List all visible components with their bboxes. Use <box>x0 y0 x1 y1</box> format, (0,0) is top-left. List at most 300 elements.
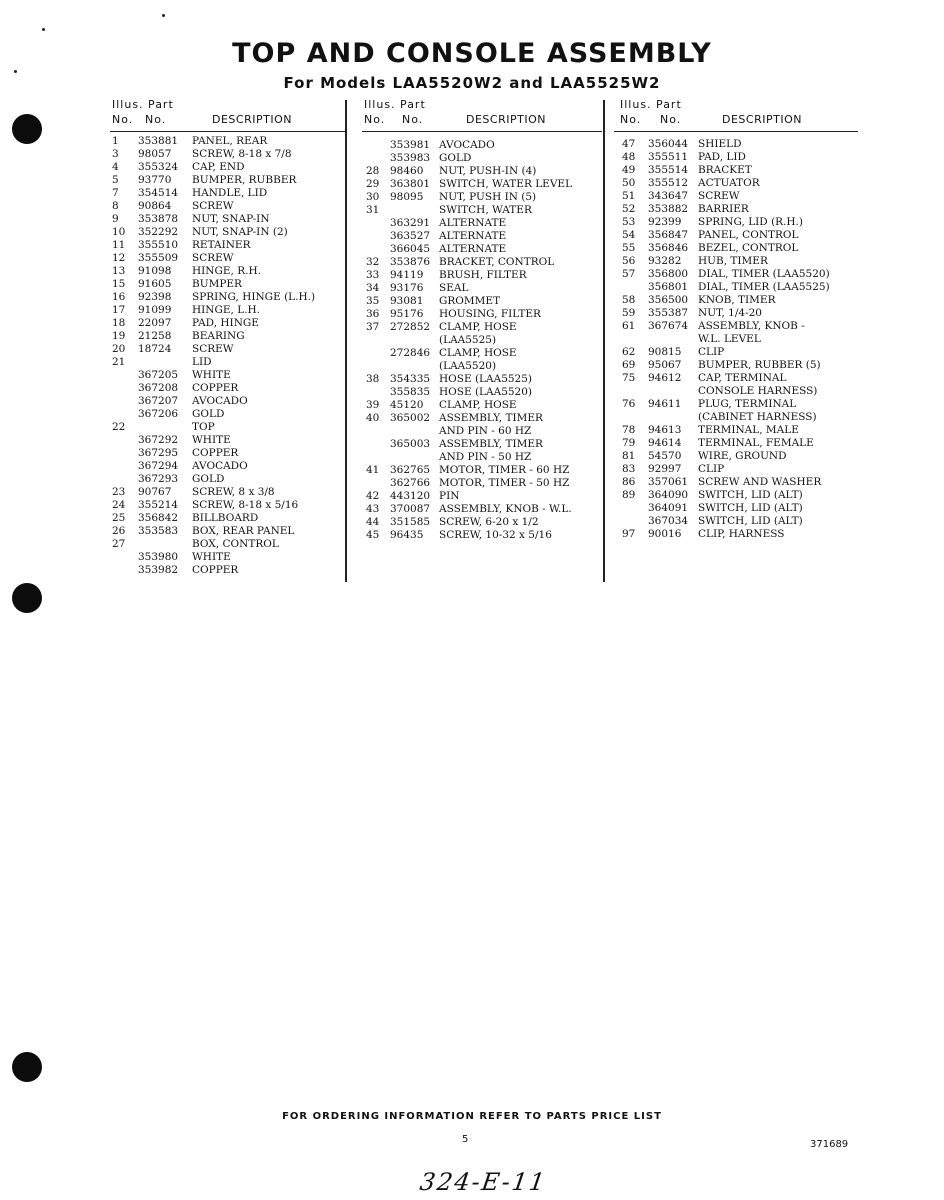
description: NUT, SNAP-IN (2) <box>192 226 288 238</box>
description: GOLD <box>192 473 225 485</box>
illus-number: 81 <box>622 450 636 462</box>
illus-number: 62 <box>622 346 636 358</box>
description: CLAMP, HOSE <box>439 347 517 359</box>
illus-number: 28 <box>366 165 380 177</box>
part-number: 365002 <box>390 412 431 424</box>
description: SHIELD <box>698 138 742 150</box>
description: AVOCADO <box>439 139 495 151</box>
description: BRACKET <box>698 164 752 176</box>
description: ASSEMBLY, KNOB - W.L. <box>439 503 572 515</box>
part-number: 353980 <box>138 551 179 563</box>
illus-number: 37 <box>366 321 380 333</box>
illus-number: 50 <box>622 177 636 189</box>
part-number: 356842 <box>138 512 179 524</box>
table-row <box>112 278 342 291</box>
speck <box>162 14 165 17</box>
part-number: 93282 <box>648 255 682 267</box>
part-no-label: No. <box>402 113 424 126</box>
table-row <box>112 174 342 187</box>
illus-no-label: No. <box>112 113 134 126</box>
table-row <box>364 360 599 373</box>
description: PAD, HINGE <box>192 317 259 329</box>
table-row <box>364 503 599 516</box>
table-row <box>364 308 599 321</box>
table-row <box>112 473 342 486</box>
table-row <box>112 434 342 447</box>
description: BRUSH, FILTER <box>439 269 527 281</box>
part-number: 355510 <box>138 239 179 251</box>
part-number: 90864 <box>138 200 172 212</box>
part-number: 356500 <box>648 294 689 306</box>
description: CLAMP, HOSE <box>439 321 517 333</box>
table-row <box>620 320 855 333</box>
description: GROMMET <box>439 295 501 307</box>
table-row <box>364 321 599 334</box>
description: AVOCADO <box>192 395 248 407</box>
description: (CABINET HARNESS) <box>698 411 817 423</box>
table-row <box>364 269 599 282</box>
part-number: 92398 <box>138 291 172 303</box>
illus-number: 76 <box>622 398 636 410</box>
table-row <box>364 282 599 295</box>
illus-number: 54 <box>622 229 636 241</box>
illus-part-label: Illus. Part <box>112 98 174 111</box>
description: BILLBOARD <box>192 512 259 524</box>
table-row <box>620 216 855 229</box>
part-no-label: No. <box>145 113 167 126</box>
illus-number: 20 <box>112 343 126 355</box>
description: DIAL, TIMER (LAA5520) <box>698 268 830 280</box>
table-row <box>620 177 855 190</box>
illus-number: 89 <box>622 489 636 501</box>
illus-number: 32 <box>366 256 380 268</box>
part-number: 353583 <box>138 525 179 537</box>
illus-number: 78 <box>622 424 636 436</box>
part-number: 355387 <box>648 307 689 319</box>
part-number: 272846 <box>390 347 431 359</box>
part-number: 355214 <box>138 499 179 511</box>
table-row <box>112 460 342 473</box>
description: LID <box>192 356 212 368</box>
table-row <box>620 164 855 177</box>
description: SCREW, 8 x 3/8 <box>192 486 275 498</box>
table-row <box>620 333 855 346</box>
illus-number: 5 <box>112 174 119 186</box>
part-number: 355514 <box>648 164 689 176</box>
illus-number: 57 <box>622 268 636 280</box>
illus-number: 42 <box>366 490 380 502</box>
description: SCREW, 8-18 x 5/16 <box>192 499 299 511</box>
table-row <box>364 191 599 204</box>
illus-number: 19 <box>112 330 126 342</box>
column-divider-1 <box>345 100 347 582</box>
description: HINGE, L.H. <box>192 304 261 316</box>
illus-number: 48 <box>622 151 636 163</box>
ordering-note: FOR ORDERING INFORMATION REFER TO PARTS PRICE LIST <box>282 1111 662 1122</box>
part-number: 91099 <box>138 304 172 316</box>
description: CAP, TERMINAL <box>698 372 787 384</box>
part-number: 357061 <box>648 476 689 488</box>
description: BOX, REAR PANEL <box>192 525 295 537</box>
part-number: 352292 <box>138 226 179 238</box>
table-row <box>620 476 855 489</box>
description: KNOB, TIMER <box>698 294 776 306</box>
part-number: 96435 <box>390 529 424 541</box>
description: MOTOR, TIMER - 60 HZ <box>439 464 570 476</box>
description-label: DESCRIPTION <box>722 113 802 126</box>
part-number: 367206 <box>138 408 179 420</box>
parts-column-2 <box>364 139 599 542</box>
part-number: 363801 <box>390 178 431 190</box>
part-number: 343647 <box>648 190 689 202</box>
illus-number: 97 <box>622 528 636 540</box>
part-number: 91098 <box>138 265 172 277</box>
part-number: 94614 <box>648 437 682 449</box>
illus-number: 35 <box>366 295 380 307</box>
description: SPRING, HINGE (L.H.) <box>192 291 316 303</box>
illus-number: 34 <box>366 282 380 294</box>
part-number: 353881 <box>138 135 179 147</box>
part-number: 95067 <box>648 359 682 371</box>
table-row <box>112 291 342 304</box>
description: BEARING <box>192 330 245 342</box>
description: BUMPER, RUBBER <box>192 174 297 186</box>
illus-number: 18 <box>112 317 126 329</box>
description: HOSE (LAA5520) <box>439 386 533 398</box>
table-row <box>112 408 342 421</box>
illus-number: 36 <box>366 308 380 320</box>
illus-number: 21 <box>112 356 126 368</box>
description: BEZEL, CONTROL <box>698 242 799 254</box>
illus-no-label: No. <box>364 113 386 126</box>
part-number: 92997 <box>648 463 682 475</box>
table-row <box>364 516 599 529</box>
table-row <box>364 217 599 230</box>
description: W.L. LEVEL <box>698 333 761 345</box>
table-row <box>620 307 855 320</box>
description: BARRIER <box>698 203 749 215</box>
illus-number: 59 <box>622 307 636 319</box>
illus-number: 61 <box>622 320 636 332</box>
description: SWITCH, LID (ALT) <box>698 502 803 514</box>
description: MOTOR, TIMER - 50 HZ <box>439 477 570 489</box>
part-number: 362765 <box>390 464 431 476</box>
table-row <box>364 477 599 490</box>
description: WHITE <box>192 369 231 381</box>
description: SWITCH, WATER LEVEL <box>439 178 573 190</box>
description: NUT, 1/4-20 <box>698 307 762 319</box>
illus-number: 58 <box>622 294 636 306</box>
table-row <box>112 252 342 265</box>
table-row <box>620 138 855 151</box>
table-row <box>112 356 342 369</box>
part-number: 363527 <box>390 230 431 242</box>
description: TERMINAL, MALE <box>698 424 799 436</box>
illus-number: 40 <box>366 412 380 424</box>
table-row <box>620 151 855 164</box>
part-number: 98057 <box>138 148 172 160</box>
part-number: 356044 <box>648 138 689 150</box>
description-label: DESCRIPTION <box>466 113 546 126</box>
illus-number: 26 <box>112 525 126 537</box>
illus-number: 83 <box>622 463 636 475</box>
part-number: 22097 <box>138 317 172 329</box>
illus-number: 3 <box>112 148 119 160</box>
description: AND PIN - 50 HZ <box>439 451 532 463</box>
table-row <box>620 502 855 515</box>
table-row <box>364 464 599 477</box>
part-number: 90767 <box>138 486 172 498</box>
illus-number: 10 <box>112 226 126 238</box>
description: WIRE, GROUND <box>698 450 787 462</box>
illus-no-label: No. <box>620 113 642 126</box>
description: HINGE, R.H. <box>192 265 261 277</box>
header-rule-2 <box>362 131 602 132</box>
table-row <box>112 512 342 525</box>
illus-number: 86 <box>622 476 636 488</box>
table-row <box>620 463 855 476</box>
table-row <box>112 161 342 174</box>
table-row <box>364 386 599 399</box>
table-row <box>364 490 599 503</box>
illus-number: 45 <box>366 529 380 541</box>
table-row <box>620 437 855 450</box>
table-row <box>620 255 855 268</box>
part-number: 93081 <box>390 295 424 307</box>
description: TERMINAL, FEMALE <box>698 437 814 449</box>
illus-number: 49 <box>622 164 636 176</box>
part-number: 98460 <box>390 165 424 177</box>
part-number: 364091 <box>648 502 689 514</box>
part-number: 356800 <box>648 268 689 280</box>
part-number: 355835 <box>390 386 431 398</box>
part-number: 94119 <box>390 269 424 281</box>
illus-number: 11 <box>112 239 126 251</box>
illus-number: 30 <box>366 191 380 203</box>
binder-hole-middle <box>12 583 42 613</box>
table-row <box>620 385 855 398</box>
description: ALTERNATE <box>439 243 507 255</box>
part-number: 367294 <box>138 460 179 472</box>
illus-number: 41 <box>366 464 380 476</box>
part-number: 367295 <box>138 447 179 459</box>
table-row <box>112 330 342 343</box>
part-number: 356846 <box>648 242 689 254</box>
description: NUT, SNAP-IN <box>192 213 270 225</box>
table-row <box>112 239 342 252</box>
table-row <box>112 187 342 200</box>
description: ACTUATOR <box>698 177 760 189</box>
illus-number: 56 <box>622 255 636 267</box>
part-number: 443120 <box>390 490 431 502</box>
illus-number: 31 <box>366 204 380 216</box>
illus-number: 17 <box>112 304 126 316</box>
table-row <box>364 178 599 191</box>
part-number: 366045 <box>390 243 431 255</box>
table-row <box>112 304 342 317</box>
description: ASSEMBLY, TIMER <box>439 412 543 424</box>
part-number: 367293 <box>138 473 179 485</box>
description: RETAINER <box>192 239 251 251</box>
table-row <box>620 424 855 437</box>
table-row <box>620 489 855 502</box>
table-row <box>112 382 342 395</box>
part-number: 354335 <box>390 373 431 385</box>
part-number: 91605 <box>138 278 172 290</box>
description: HUB, TIMER <box>698 255 768 267</box>
table-row <box>364 334 599 347</box>
speck <box>14 70 17 73</box>
table-row <box>112 551 342 564</box>
part-number: 356847 <box>648 229 689 241</box>
part-number: 370087 <box>390 503 431 515</box>
description: CONSOLE HARNESS) <box>698 385 818 397</box>
table-row <box>364 412 599 425</box>
table-row <box>112 200 342 213</box>
illus-part-label: Illus. Part <box>364 98 426 111</box>
part-number: 355509 <box>138 252 179 264</box>
illus-number: 8 <box>112 200 119 212</box>
part-number: 353876 <box>390 256 431 268</box>
description: CLAMP, HOSE <box>439 399 517 411</box>
description-label: DESCRIPTION <box>212 113 292 126</box>
binder-hole-top <box>12 114 42 144</box>
description: BUMPER <box>192 278 242 290</box>
description: SWITCH, LID (ALT) <box>698 515 803 527</box>
table-row <box>112 343 342 356</box>
part-number: 94611 <box>648 398 682 410</box>
illus-number: 75 <box>622 372 636 384</box>
part-number: 95176 <box>390 308 424 320</box>
table-row <box>364 399 599 412</box>
table-row <box>620 190 855 203</box>
table-row <box>620 242 855 255</box>
illus-number: 12 <box>112 252 126 264</box>
illus-number: 16 <box>112 291 126 303</box>
part-number: 54570 <box>648 450 682 462</box>
description: CLIP, HARNESS <box>698 528 785 540</box>
description: BUMPER, RUBBER (5) <box>698 359 821 371</box>
part-number: 98095 <box>390 191 424 203</box>
description: (LAA5520) <box>439 360 497 372</box>
table-row <box>112 447 342 460</box>
part-number: 367207 <box>138 395 179 407</box>
binder-hole-bottom <box>12 1052 42 1082</box>
description: WHITE <box>192 434 231 446</box>
table-row <box>364 438 599 451</box>
table-row <box>112 265 342 278</box>
table-row <box>364 139 599 152</box>
table-row <box>112 538 342 551</box>
description: WHITE <box>192 551 231 563</box>
description: TOP <box>192 421 215 433</box>
part-number: 355324 <box>138 161 179 173</box>
table-row <box>620 372 855 385</box>
part-number: 364090 <box>648 489 689 501</box>
page-number: 5 <box>462 1134 469 1145</box>
table-row <box>620 268 855 281</box>
description: PANEL, REAR <box>192 135 268 147</box>
description: COPPER <box>192 382 239 394</box>
table-row <box>620 528 855 541</box>
illus-number: 23 <box>112 486 126 498</box>
description: ALTERNATE <box>439 217 507 229</box>
column-header-1 <box>112 98 342 130</box>
document-number: 371689 <box>810 1139 849 1150</box>
part-number: 365003 <box>390 438 431 450</box>
table-row <box>112 499 342 512</box>
description: BRACKET, CONTROL <box>439 256 555 268</box>
part-number: 353983 <box>390 152 431 164</box>
illus-number: 53 <box>622 216 636 228</box>
table-row <box>112 317 342 330</box>
description: SCREW <box>192 252 234 264</box>
table-row <box>364 529 599 542</box>
illus-number: 51 <box>622 190 636 202</box>
description: HOUSING, FILTER <box>439 308 541 320</box>
illus-number: 33 <box>366 269 380 281</box>
table-row <box>620 515 855 528</box>
part-number: 272852 <box>390 321 431 333</box>
description: HANDLE, LID <box>192 187 268 199</box>
table-row <box>112 421 342 434</box>
part-number: 367205 <box>138 369 179 381</box>
description: CAP, END <box>192 161 245 173</box>
part-number: 94613 <box>648 424 682 436</box>
description: AND PIN - 60 HZ <box>439 425 532 437</box>
description: SCREW <box>698 190 740 202</box>
illus-number: 44 <box>366 516 380 528</box>
table-row <box>620 281 855 294</box>
part-number: 353878 <box>138 213 179 225</box>
table-row <box>364 152 599 165</box>
description: SCREW <box>192 343 234 355</box>
parts-column-1 <box>112 135 342 577</box>
table-row <box>112 395 342 408</box>
illus-number: 52 <box>622 203 636 215</box>
illus-number: 22 <box>112 421 126 433</box>
part-number: 367292 <box>138 434 179 446</box>
illus-number: 79 <box>622 437 636 449</box>
table-row <box>364 425 599 438</box>
table-row <box>364 295 599 308</box>
table-row <box>364 256 599 269</box>
description: NUT, PUSH IN (5) <box>439 191 537 203</box>
page-title: TOP AND CONSOLE ASSEMBLY <box>232 38 712 69</box>
description: AVOCADO <box>192 460 248 472</box>
part-number: 354514 <box>138 187 179 199</box>
table-row <box>112 226 342 239</box>
part-number: 94612 <box>648 372 682 384</box>
part-number: 367208 <box>138 382 179 394</box>
part-no-label: No. <box>660 113 682 126</box>
illus-number: 39 <box>366 399 380 411</box>
description: SWITCH, LID (ALT) <box>698 489 803 501</box>
part-number: 90815 <box>648 346 682 358</box>
part-number: 93770 <box>138 174 172 186</box>
illus-number: 43 <box>366 503 380 515</box>
handwritten-note: 324-E-11 <box>418 1168 549 1196</box>
parts-column-3 <box>620 138 855 541</box>
description: (LAA5525) <box>439 334 497 346</box>
description: PIN <box>439 490 460 502</box>
table-row <box>364 243 599 256</box>
description: SCREW AND WASHER <box>698 476 822 488</box>
table-row <box>112 213 342 226</box>
illus-part-label: Illus. Part <box>620 98 682 111</box>
description: CLIP <box>698 346 725 358</box>
table-row <box>112 135 342 148</box>
